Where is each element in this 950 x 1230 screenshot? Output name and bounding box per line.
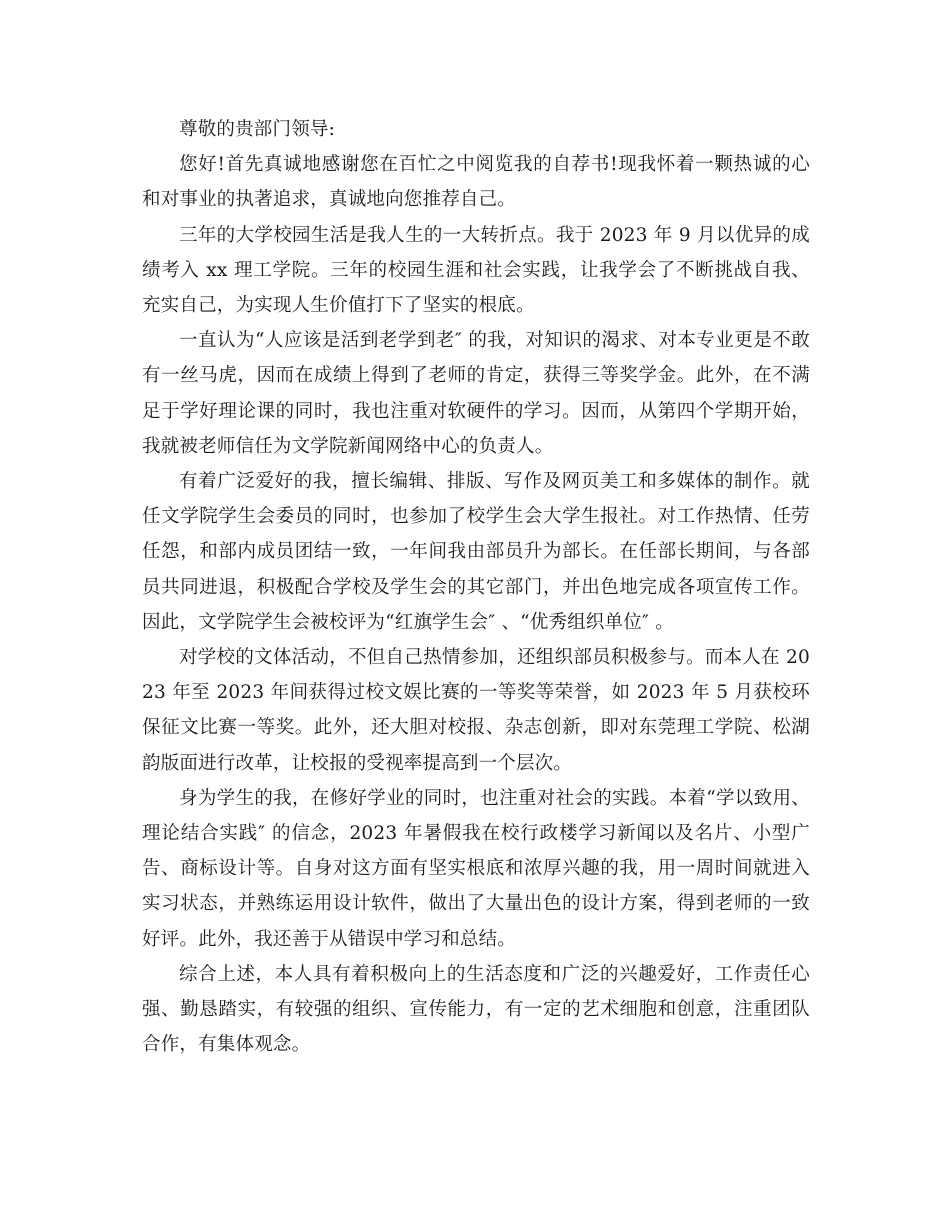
paragraph-practice: 身为学生的我，在修好学业的同时，也注重对社会的实践。本着“学以致用、理论结合实践″ 的信念，2023 年暑假我在校行政楼学习新闻以及名片、小型广告、商标设计等。自身对这方面有坚实根底和浓厚兴趣的我，用一周时间就进入实习状态，并熟练运用设计软件，做出了大量出色的设计方案，得到老师的一致好评。此外，我还善于从错误中学习和总结。 (142, 787, 810, 950)
paragraph-student-union: 有着广泛爱好的我，擅长编辑、排版、写作及网页美工和多媒体的制作。就任文学院学生会委员的同时，也参加了校学生会大学生报社。对工作热情、任劳任怨，和部内成员团结一致，一年间我由部员升为部长。在任部长期间，与各部员共同进退，积极配合学校及学生会的其它部门，并出色地完成各项宣传工作。因此，文学院学生会被校评为“红旗学生会″ 、“优秀组织单位″ 。 (142, 471, 810, 633)
paragraph-activities: 对学校的文体活动，不但自己热情参加，还组织部员积极参与。而本人在 2023 年至 2023 年间获得过校文娱比赛的一等奖等荣誉，如 2023 年 5 月获校环保征文比赛一等奖。此外，还大胆对校报、杂志创新，即对东莞理工学院、松湖韵版面进行改革，让校报的受视率提高到一个层次。 (142, 647, 810, 774)
salutation: 尊敬的贵部门领导: (179, 119, 336, 140)
letter-body (142, 112, 810, 1062)
paragraph-summary: 综合上述，本人具有着积极向上的生活态度和广泛的兴趣爱好，工作责任心强、勤恳踏实，有较强的组织、宣传能力，有一定的艺术细胞和创意，注重团队合作，有集体观念。 (142, 963, 810, 1056)
paragraph-academics: 一直认为“人应该是活到老学到老″ 的我，对知识的渴求、对本专业更是不敢有一丝马虎，因而在成绩上得到了老师的肯定，获得三等奖学金。此外，在不满足于学好理论课的同时，我也注重对软硬件的学习。因而，从第四个学期开始，我就被老师信任为文学院新闻网络中心的负责人。 (142, 330, 810, 457)
paragraph-greeting: 您好!首先真诚地感谢您在百忙之中阅览我的自荐书!现我怀着一颗热诚的心和对事业的执著追求，真诚地向您推荐自己。 (142, 154, 810, 211)
paragraph-university-life: 三年的大学校园生活是我人生的一大转折点。我于 2023 年 9 月以优异的成绩考入 xx 理工学院。三年的校园生涯和社会实践，让我学会了不断挑战自我、充实自己，为实现人生价值打下了坚实的根底。 (142, 224, 810, 317)
